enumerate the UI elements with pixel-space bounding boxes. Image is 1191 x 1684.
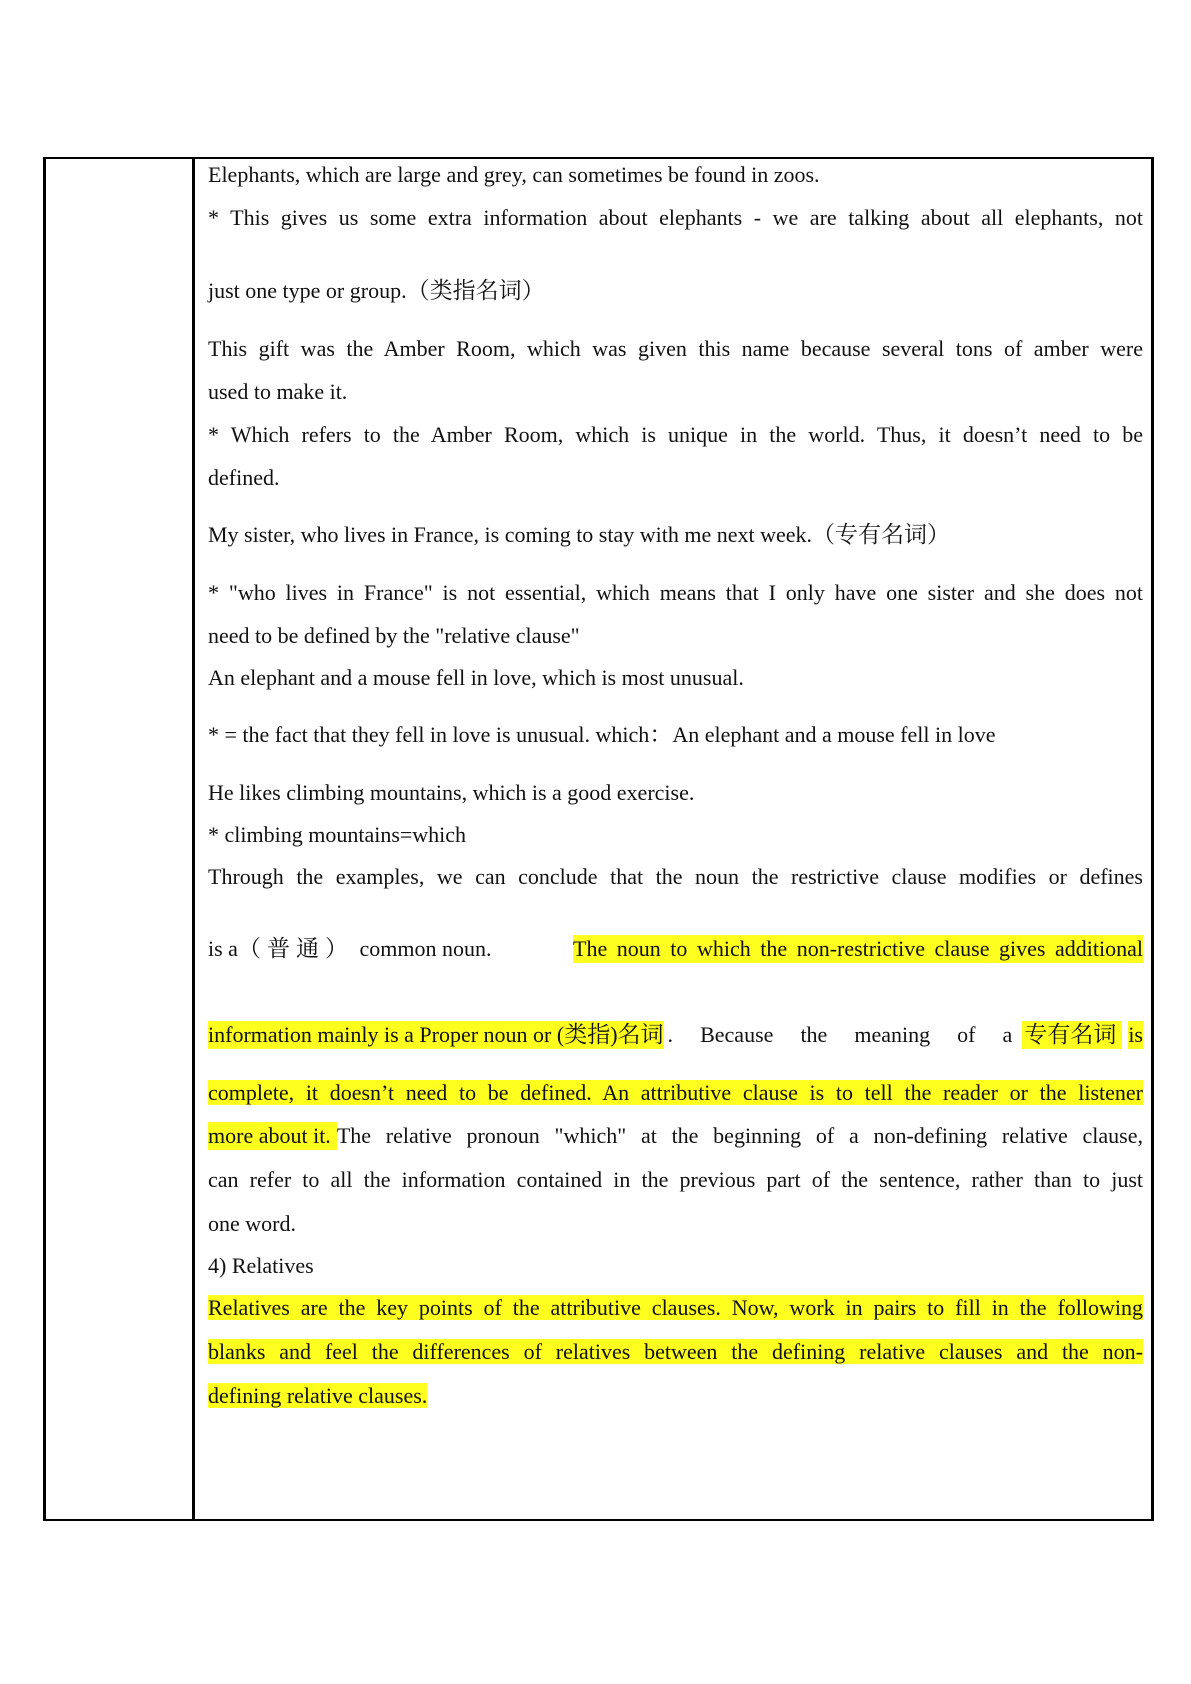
- text-line: [208, 1122, 1143, 1150]
- text-line: This gift was the Amber Room, which was given this name because several tons of amber were: [208, 336, 1143, 361]
- text-span: The relative pronoun "which" at the beginning of a non-defining relative clause,: [336, 1123, 1143, 1148]
- chinese-term: 类指: [564, 1022, 611, 1048]
- text-line: [208, 521, 1143, 549]
- text-line: * Which refers to the Amber Room, which is unique in the world. Thus, it doesn’t need to be: [208, 422, 1143, 447]
- text-line: * climbing mountains=which: [208, 822, 467, 847]
- chinese-note: （类指名词）: [406, 278, 545, 304]
- text-line: defined.: [208, 465, 280, 490]
- text-line: He likes climbing mountains, which is a good exercise.: [208, 780, 695, 805]
- chinese-term: 名词: [617, 1022, 664, 1048]
- text-span: An elephant and a mouse fell in love: [672, 722, 996, 747]
- text-span: * = the fact that they fell in love is unusual. which: [208, 722, 650, 747]
- left-column-cell: [46, 159, 195, 1519]
- text-line: can refer to all the information contained in the previous part of the sentence, rather than to just: [208, 1167, 1143, 1192]
- text-line: * This gives us some extra information about elephants - we are talking about all elephants, not: [208, 205, 1143, 230]
- text-line: [208, 1338, 1143, 1366]
- text-span: My sister, who lives in France, is coming to stay with me next week.: [208, 522, 813, 547]
- text-line: [208, 1079, 1143, 1107]
- lesson-table: [43, 157, 1154, 1521]
- text-line: Through the examples, we can conclude that the noun the restrictive clause modifies or defines: [208, 864, 1143, 889]
- text-line: one word.: [208, 1211, 296, 1236]
- text-span: . Because the meaning of a: [667, 1022, 1013, 1047]
- text-span: ): [610, 1022, 618, 1047]
- text-line: used to make it.: [208, 379, 348, 404]
- highlighted-text: blanks and feel the differences of relatives between the defining relative clauses and the non-: [208, 1339, 1143, 1364]
- highlighted-text: is: [1128, 1022, 1143, 1047]
- chinese-note: （专有名词）: [812, 522, 951, 548]
- text-line: [208, 935, 1143, 963]
- text-line: [208, 277, 1143, 305]
- text-line: Elephants, which are large and grey, can sometimes be found in zoos.: [208, 162, 820, 187]
- text-line: An elephant and a mouse fell in love, which is most unusual.: [208, 665, 744, 690]
- highlighted-text: The noun to which the non-restrictive clause gives additional: [573, 936, 1143, 961]
- highlighted-text: defining relative clauses.: [208, 1383, 428, 1408]
- text-line: need to be defined by the "relative clause": [208, 623, 580, 648]
- highlighted-text: complete, it doesn’t need to be defined. An attributive clause is to tell the reader or the listener: [208, 1080, 1143, 1105]
- text-span: common noun.: [359, 936, 492, 961]
- text-span: [208, 935, 491, 963]
- text-line: [208, 1382, 1143, 1410]
- highlighted-text: more about it.: [208, 1122, 337, 1150]
- highlighted-chinese-term: 专有名词: [1022, 1021, 1122, 1049]
- chinese-note: （普通）: [237, 936, 354, 962]
- text-line: [208, 721, 1143, 749]
- text-span: information mainly is a Proper noun or (: [208, 1022, 565, 1047]
- text-span: just one type or group.: [208, 278, 407, 303]
- text-line: * "who lives in France" is not essential, which means that I only have one sister and she does not: [208, 580, 1143, 605]
- highlighted-text: [208, 1021, 664, 1049]
- text-line: [208, 1294, 1143, 1322]
- section-heading: 4) Relatives: [208, 1253, 314, 1278]
- chinese-colon: ：: [649, 722, 673, 748]
- highlighted-text: Relatives are the key points of the attributive clauses. Now, work in pairs to fill in the following: [208, 1295, 1143, 1320]
- text-span: is a: [208, 936, 238, 961]
- text-line: [208, 1021, 1143, 1049]
